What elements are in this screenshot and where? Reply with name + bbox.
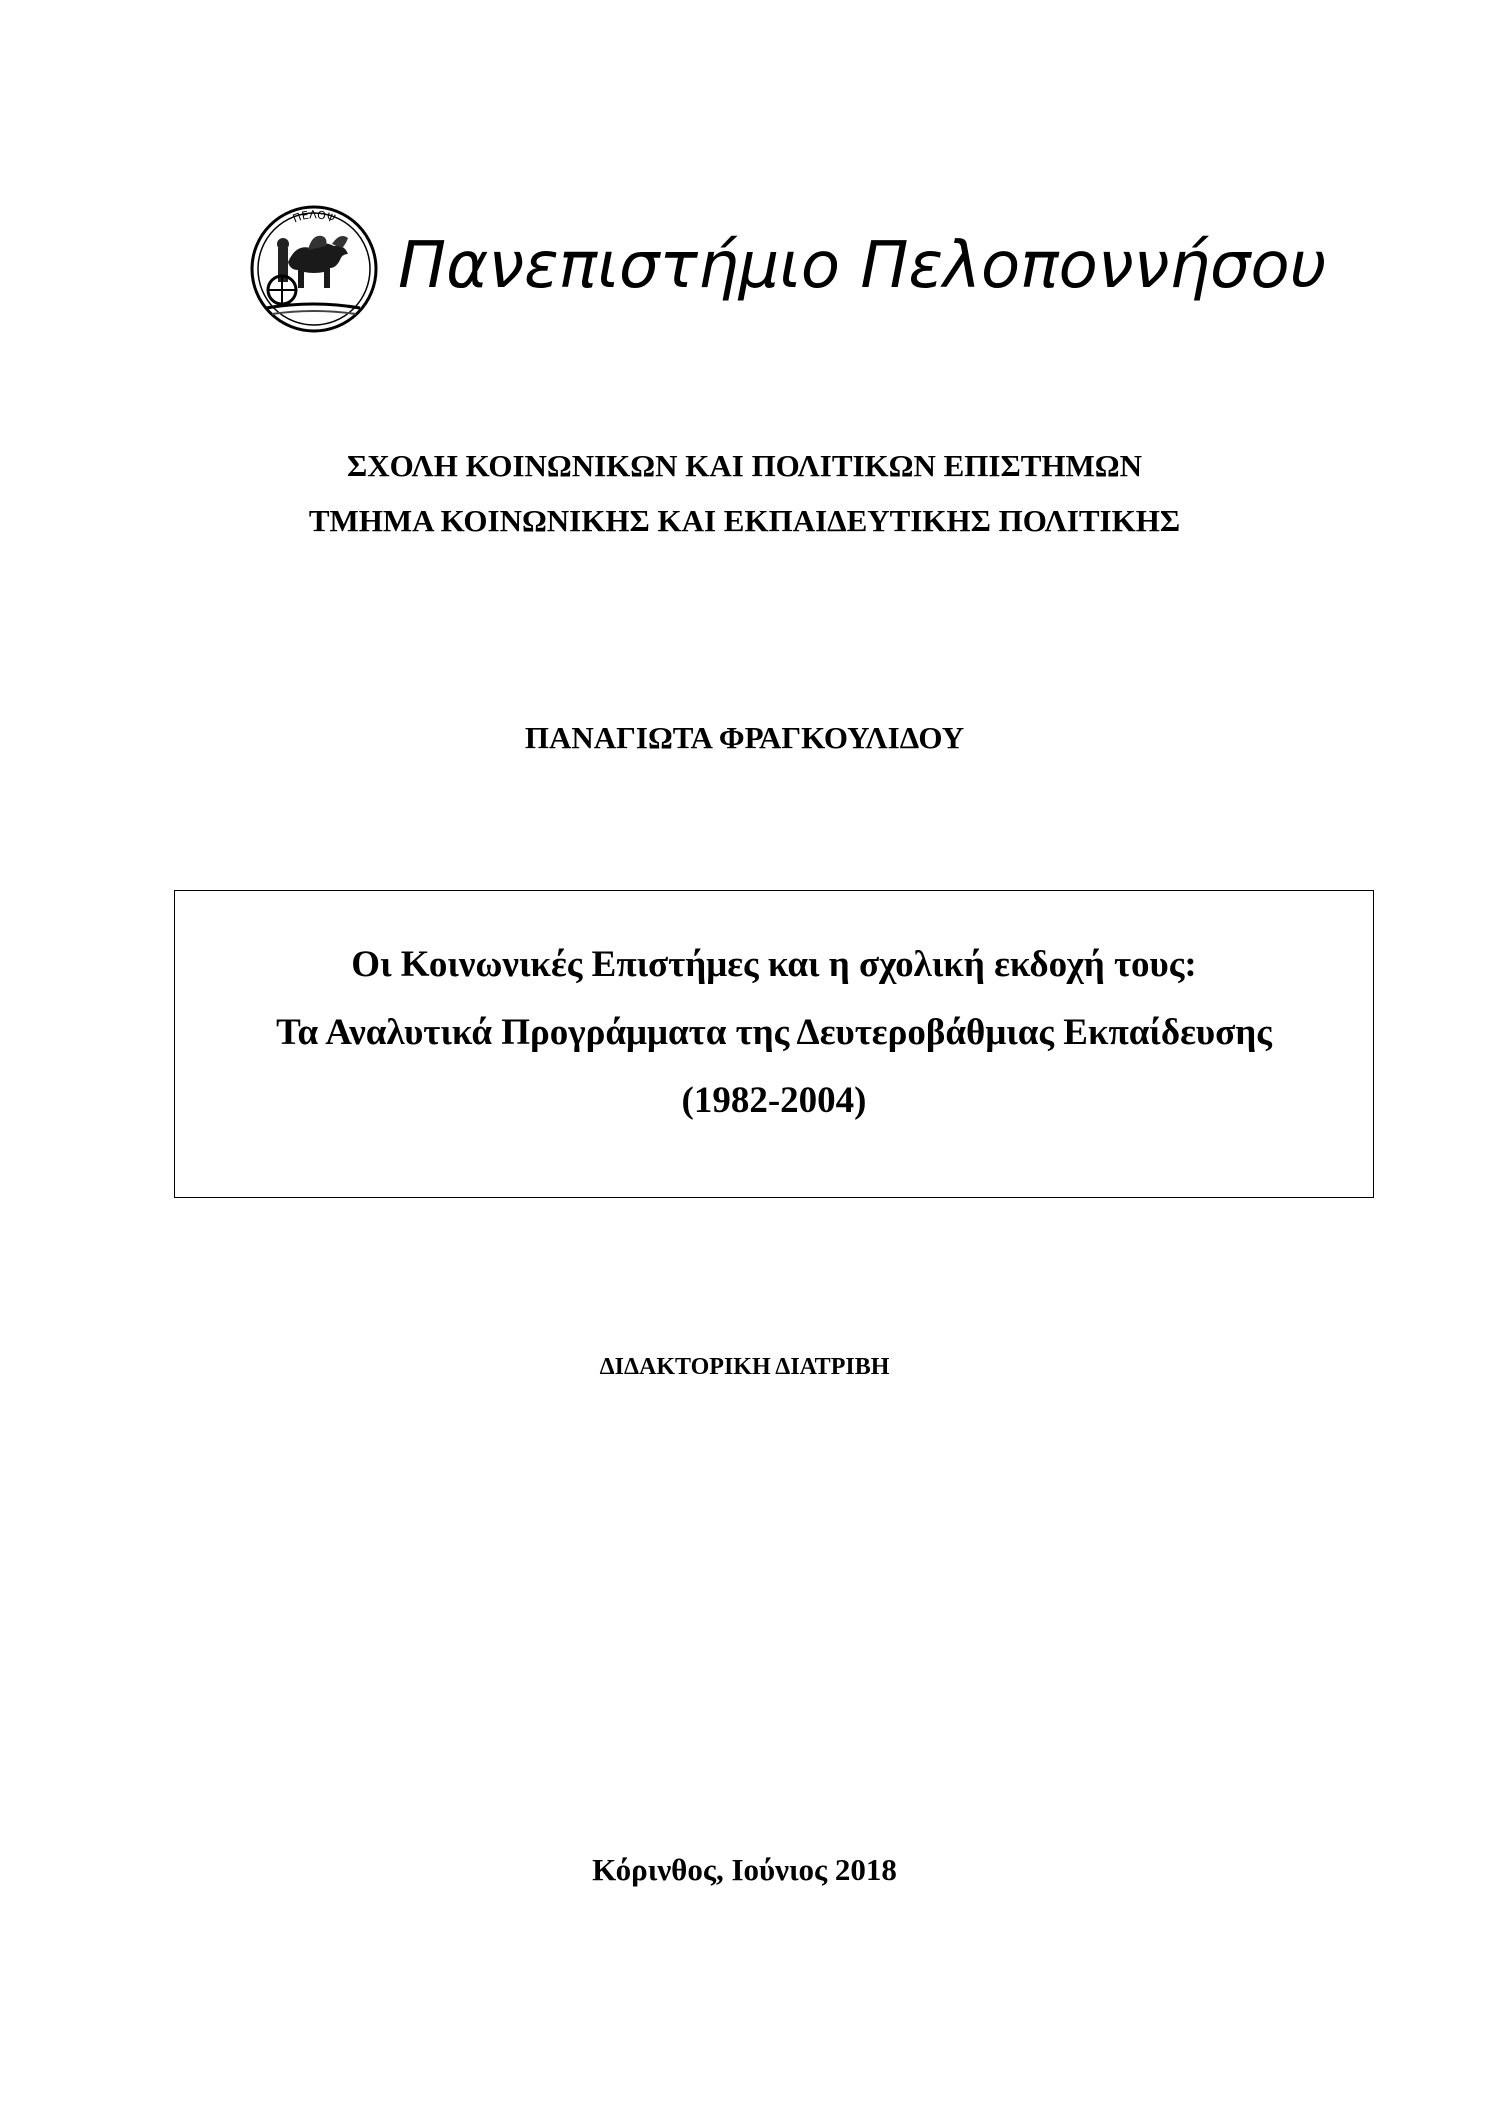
department-name: ΤΜΗΜΑ ΚΟΙΝΩΝΙΚΗΣ ΚΑΙ ΕΚΠΑΙΔΕΥΤΙΚΗΣ ΠΟΛΙΤΙΚΗΣ <box>308 503 1181 538</box>
thesis-title-line-2: Τα Αναλυτικά Προγράμματα της Δευτεροβάθμιας Εκπαίδευσης <box>276 1012 1272 1053</box>
thesis-title-box <box>174 890 1374 1198</box>
thesis-title-line-1: Οι Κοινωνικές Επιστήμες και η σχολική εκδοχή τους: <box>351 944 1197 985</box>
place-date: Κόρινθος, Ιούνιος 2018 <box>592 1852 897 1887</box>
author-name: ΠΑΝΑΓΙΩΤΑ ΦΡΑΓΚΟΥΛΙΔΟΥ <box>524 720 965 755</box>
university-name: Πανεπιστήμιο Πελοποννήσου <box>398 229 1327 303</box>
school-name: ΣΧΟΛΗ ΚΟΙΝΩΝΙΚΩΝ ΚΑΙ ΠΟΛΙΤΙΚΩΝ ΕΠΙΣΤΗΜΩΝ <box>346 448 1143 483</box>
seal-inscription: ΠΕΛΟΨ <box>290 208 337 226</box>
thesis-type: ΔΙΔΑΚΤΟΡΙΚΗ ΔΙΑΤΡΙΒΗ <box>599 1354 890 1380</box>
thesis-title-years: (1982-2004) <box>681 1080 867 1121</box>
university-logo <box>248 204 1327 334</box>
university-seal-icon <box>248 204 380 334</box>
